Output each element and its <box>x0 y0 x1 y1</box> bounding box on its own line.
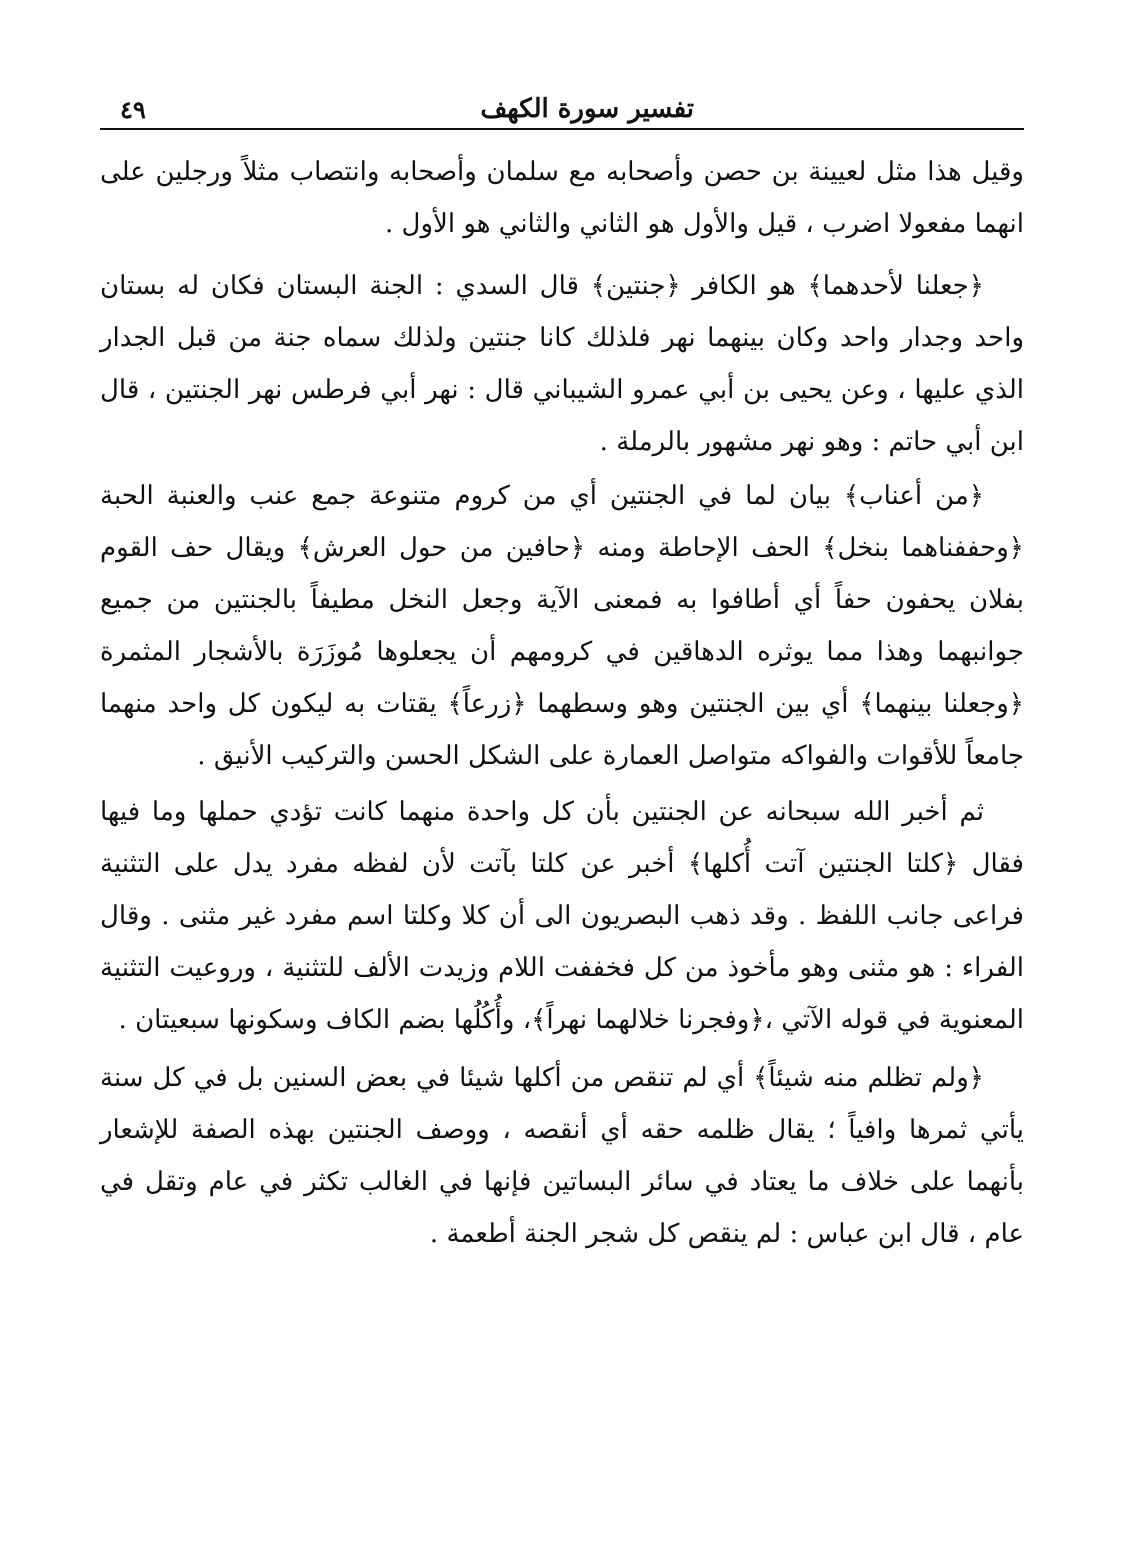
paragraph: ﴿جعلنا لأحدهما﴾ هو الكافر ﴿جنتين﴾ قال السدي : الجنة البستان فكان له بستان واحد وجدار واحد وكان بينهما نهر فلذلك كانا جنتين ولذلك سماه جنة من قبل الجدار الذي عليها ، وعن يحيى بن أبي عمرو الشيباني قال : نهر أبي فرطس نهر الجنتين ، قال ابن أبي حاتم : وهو نهر مشهور بالرملة . <box>100 271 1024 457</box>
paragraph: وقيل هذا مثل لعيينة بن حصن وأصحابه مع سلمان وأصحابه وانتصاب مثلاً ورجلين على انهما مفعولا اضرب ، قيل والأول هو الثاني والثاني هو الأول . <box>100 157 1024 239</box>
book-page <box>100 60 1024 1520</box>
paragraph: ﴿ولم تظلم منه شيئاً﴾ أي لم تنقص من أكلها شيئا في بعض السنين بل في كل سنة يأتي ثمرها وافياً ؛ يقال ظلمه حقه أي أنقصه ، ووصف الجنتين بهذه الصفة للإشعار بأنهما على خلاف ما يعتاد في سائر البساتين فإنها في الغالب تكثر في عام وتقل في عام ، قال ابن عباس : لم ينقص كل شجر الجنة أطعمة . <box>100 1063 1024 1249</box>
paragraph: ﴿من أعناب﴾ بيان لما في الجنتين أي من كروم متنوعة جمع عنب والعنبة الحبة ﴿وحففناهما بنخل﴾ الحف الإحاطة ومنه ﴿حافين من حول العرش﴾ ويقال حف القوم بفلان يحفون حفاً أي أطافوا به فمعنى الآية وجعل النخل مطيفاً بالجنتين من جميع جوانبهما وهذا مما يوثره الدهاقين في كرومهم أن يجعلوها مُوزَرَة بالأشجار المثمرة ﴿وجعلنا بينهما﴾ أي بين الجنتين وهو وسطهما ﴿زرعاً﴾ يقتات به ليكون كل واحد منهما جامعاً للأقوات والفواكه متواصل العمارة على الشكل الحسن والتركيب الأنيق . <box>100 481 1024 771</box>
paragraph: ثم أخبر الله سبحانه عن الجنتين بأن كل واحدة منهما كانت تؤدي حملها وما فيها فقال ﴿كلتا الجنتين آتت أُكلها﴾ أخبر عن كلتا بآتت لأن لفظه مفرد يدل على التثنية فراعى جانب اللفظ . وقد ذهب البصريون الى أن كلا وكلتا اسم مفرد غير مثنى . وقال الفراء : هو مثنى وهو مأخوذ من كل فخففت اللام وزيدت الألف للتثنية ، وروعيت التثنية المعنوية في قوله الآتي ،﴿وفجرنا خلالهما نهراً﴾، وأُكُلُها بضم الكاف وسكونها سبعيتان . <box>100 797 1024 1035</box>
running-header <box>100 60 1024 130</box>
page-number: ٤٩ <box>120 95 146 124</box>
body-text <box>100 146 1024 1260</box>
header-title: تفسير سورة الكهف <box>480 94 694 124</box>
